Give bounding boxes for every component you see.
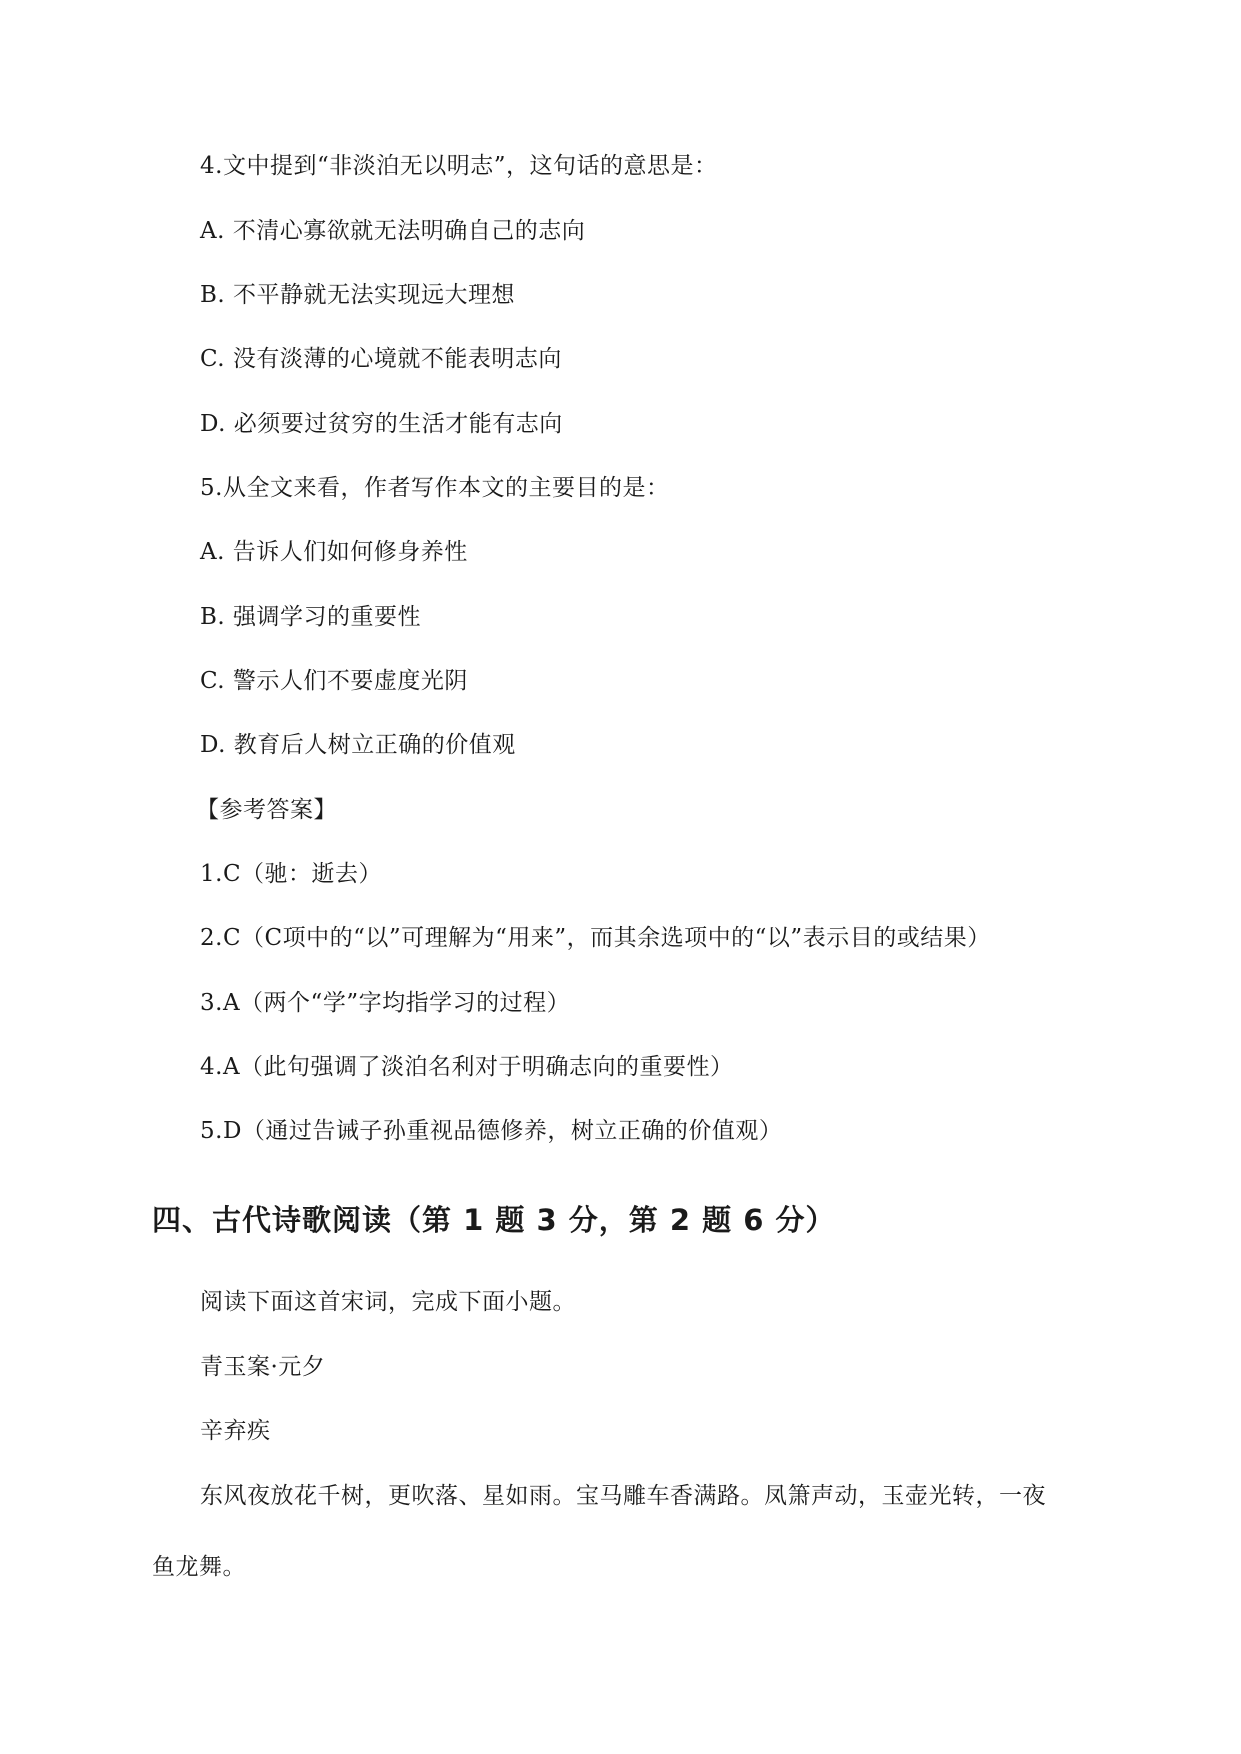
question-4-option-c: C. 没有淡薄的心境就不能表明志向: [200, 346, 562, 372]
question-5-stem: 5.从全文来看，作者写作本文的主要目的是：: [200, 475, 670, 501]
question-4-option-a: A. 不清心寡欲就无法明确自己的志向: [200, 218, 586, 244]
answer-item-4: 4.A（此句强调了淡泊名利对于明确志向的重要性）: [200, 1054, 734, 1080]
question-4-option-b: B. 不平静就无法实现远大理想: [200, 282, 516, 308]
question-4-stem: 4.文中提到“非淡泊无以明志”，这句话的意思是：: [200, 153, 718, 179]
answers-title: 【参考答案】: [196, 797, 337, 823]
answer-item-2: 2.C（C项中的“以”可理解为“用来”，而其余选项中的“以”表示目的或结果）: [200, 925, 991, 951]
answer-item-5: 5.D（通过告诫子孙重视品德修养，树立正确的价值观）: [200, 1118, 783, 1144]
poem-title: 青玉案·元夕: [200, 1354, 326, 1380]
answer-item-3: 3.A（两个“学”字均指学习的过程）: [200, 990, 571, 1016]
poem-line-2: 鱼龙舞。: [152, 1554, 246, 1580]
poem-author: 辛弃疾: [200, 1418, 271, 1444]
question-5-option-c: C. 警示人们不要虚度光阴: [200, 668, 468, 694]
answer-item-1: 1.C（驰：逝去）: [200, 861, 383, 887]
section-4-instruction: 阅读下面这首宋词，完成下面小题。: [200, 1289, 576, 1315]
question-4-option-d: D. 必须要过贫穷的生活才能有志向: [200, 411, 563, 437]
question-5-option-b: B. 强调学习的重要性: [200, 604, 422, 630]
question-5-option-d: D. 教育后人树立正确的价值观: [200, 732, 516, 758]
question-5-option-a: A. 告诉人们如何修身养性: [200, 539, 468, 565]
poem-line-1: 东风夜放花千树，更吹落、星如雨。宝马雕车香满路。凤箫声动，玉壶光转，一夜: [200, 1483, 1046, 1509]
section-4-heading: 四、古代诗歌阅读（第 1 题 3 分，第 2 题 6 分）: [152, 1203, 836, 1237]
